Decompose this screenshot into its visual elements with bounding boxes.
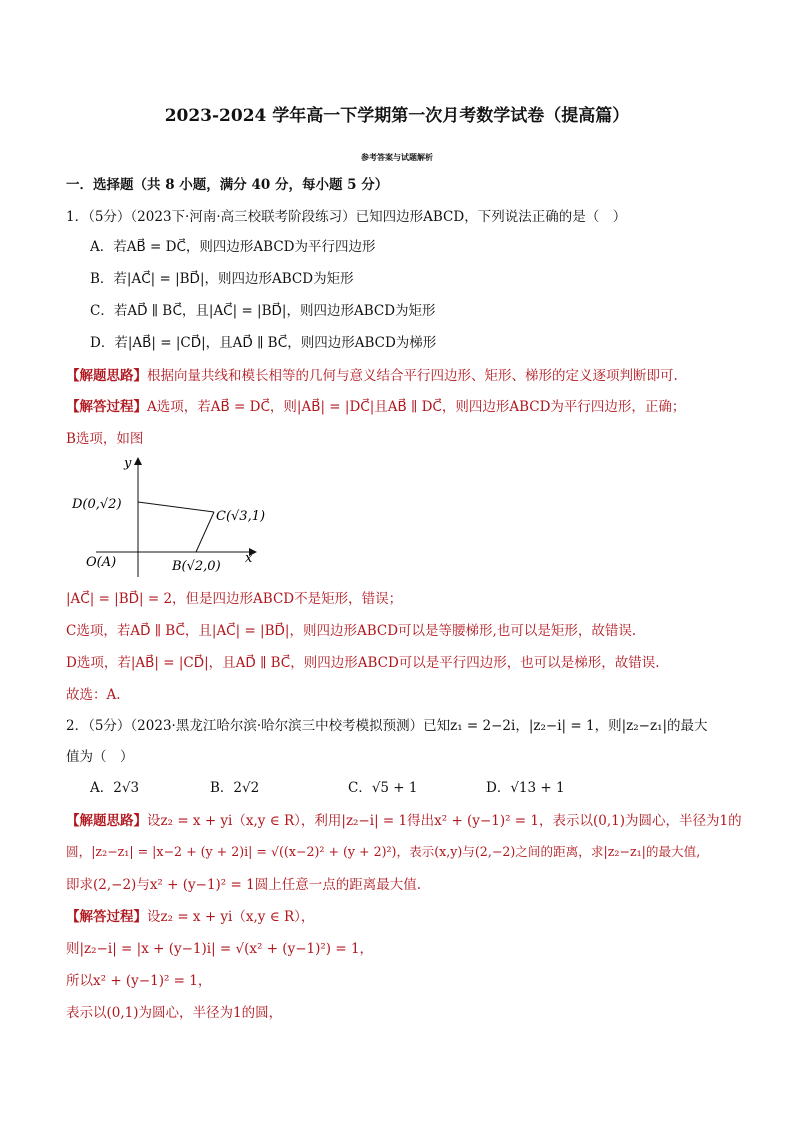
q1-option-a: A．若AB⃗ = DC⃗，则四边形ABCD为平行四边形 [90,239,376,255]
q2-stem-line1: 2．（5分）（2023·黑龙江哈尔滨·哈尔滨三中校考模拟预测）已知z₁ = 2−2i，|z₂−i| = 1，则|z₂−z₁|的最大 [66,718,708,734]
q1-d-line: D选项，若|AB⃗| = |CD⃗|，且AD⃗ ∥ BC⃗，则四边形ABCD可以是平行四边形，也可以是梯形，故错误. [66,655,660,671]
q1-b-result: |AC⃗| = |BD⃗| = 2，但是四边形ABCD不是矩形，错误； [66,591,403,607]
point-o-label: O(A) [86,555,117,570]
q2-proc-line1: 设z₂ = x + yi（x,y ∈ R）， [147,909,315,925]
q2-proc-line3: 所以x² + (y−1)² = 1， [66,973,212,989]
q2-idea-line1: 设z₂ = x + yi（x,y ∈ R），利用|z₂−i| = 1得出x² + (y−1)² = 1，表示以(0,1)为圆心，半径为1的 [147,813,742,829]
q2-idea-line3: 即求(2,−2)与x² + (y−1)² = 1圆上任意一点的距离最大值. [66,877,421,893]
q1-option-c: C．若AD⃗ ∥ BC⃗，且|AC⃗| = |BD⃗|，则四边形ABCD为矩形 [90,303,436,319]
axis-y-label: y [124,456,132,471]
q1-idea [66,367,678,385]
q2-proc-line2: 则|z₂−i| = |x + (y−1)i| = √(x² + (y−1)²) = 1， [66,941,374,957]
page-title: 2023-2024 学年高一下学期第一次月考数学试卷（提高篇） [164,106,630,126]
q2-process-tag: 【解答过程】 [66,909,147,925]
q2-option-c: C．√5 + 1 [348,780,418,796]
q1-c-line: C选项，若AD⃗ ∥ BC⃗，且|AC⃗| = |BD⃗|，则四边形ABCD可以是等腰梯形,也可以是矩形，故错误. [66,623,637,639]
q1-process [66,398,685,416]
q1-option-d: D．若|AB⃗| = |CD⃗|，且AD⃗ ∥ BC⃗，则四边形ABCD为梯形 [90,335,437,351]
q2-idea [66,812,742,830]
point-c-label: C(√3,1) [216,509,266,524]
q1-answer: 故选：A. [66,687,121,703]
section-heading: 一．选择题（共 8 小题，满分 40 分，每小题 5 分） [66,177,389,193]
q2-idea-line2: 圆，|z₂−z₁| = |x−2 + (y + 2)i| = √((x−2)² + (y + 2)²)，表示(x,y)与(2,−2)之间的距离，求|z₂−z₁|的最大值, [66,844,701,859]
q1-idea-text: 根据向量共线和模长相等的几何与意义结合平行四边形、矩形、梯形的定义逐项判断即可. [147,368,678,384]
segment-dc [138,502,214,512]
q1-process-a: A选项，若AB⃗ = DC⃗，则|AB⃗| = |DC⃗|且AB⃗ ∥ DC⃗，则四边形ABCD为平行四边形，正确； [147,399,686,415]
q2-option-b: B．2√2 [210,780,260,796]
q1-stem: 1．（5分）（2023下·河南·高三校联考阶段练习）已知四边形ABCD，下列说法正确的是（ ） [66,209,627,225]
q2-process [66,908,314,926]
q1-option-b: B．若|AC⃗| = |BD⃗|，则四边形ABCD为矩形 [90,271,354,287]
q2-stem-line2: 值为（ ） [66,749,134,765]
segment-cb [196,512,214,552]
q1-idea-tag: 【解题思路】 [66,368,147,384]
q1-b-intro: B选项，如图 [66,431,144,447]
point-b-label: B(√2,0) [172,559,221,574]
page-subtitle: 参考答案与试题解析 [361,152,433,162]
q1-process-tag: 【解答过程】 [66,399,147,415]
quadrilateral-figure [66,452,276,582]
q2-idea-tag: 【解题思路】 [66,813,147,829]
q2-option-a: A．2√3 [90,780,140,796]
q2-option-d: D．√13 + 1 [486,780,565,796]
q2-proc-line4: 表示以(0,1)为圆心，半径为1的圆， [66,1005,283,1021]
point-d-label: D(0,√2) [72,497,122,512]
axis-x-label: x [245,551,253,566]
